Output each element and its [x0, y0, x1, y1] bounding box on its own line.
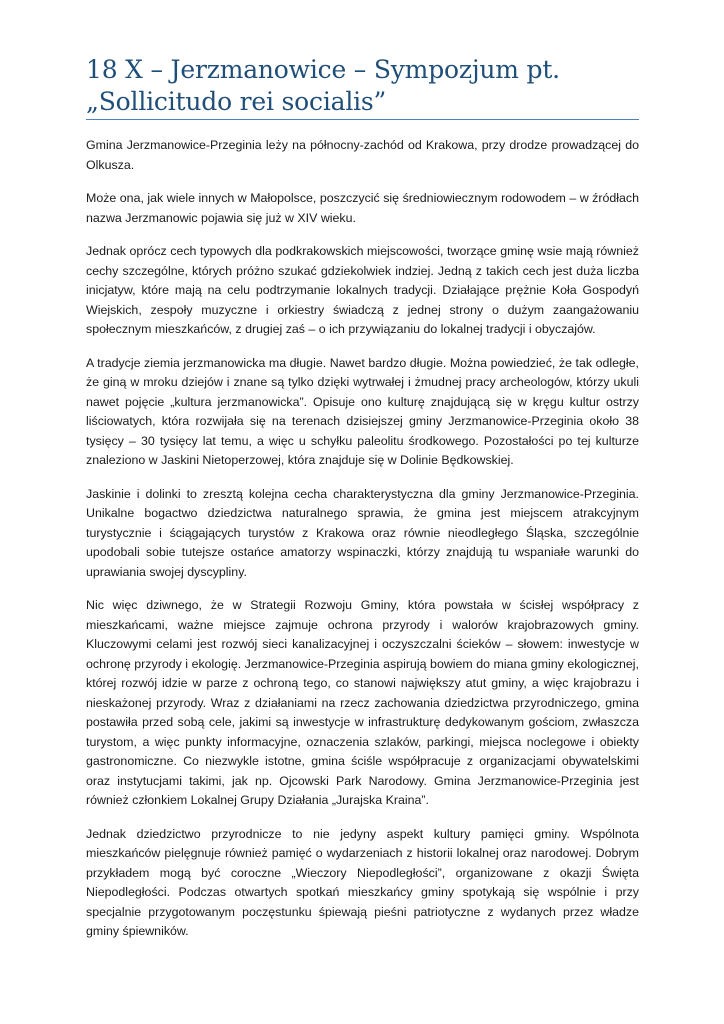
paragraph: Nic więc dziwnego, że w Strategii Rozwoju Gminy, która powstała w ścisłej współpracy z mieszkańcami, ważne miejsce zajmuje ochrona przyrody i walorów krajobrazowych gminy. Kluczowymi celami jest rozwój sieci kanalizacyjnej i oczyszczalni ścieków – słowem: inwestycje w ochronę przyrody i ekologię. Jerzmanowice-Przeginia aspirują bowiem do miana gminy ekologicznej, której rozwój idzie w parze z ochroną tego, co stanowi największy atut gminy, a więc krajobrazu i nieskażonej przyrody. Wraz z działaniami na rzecz zachowania dziedzictwa przyrodniczego, gmina postawiła przed sobą cele, jakimi są inwestycje w infrastrukturę dedykowanym gościom, zwłaszcza turystom, a więc punkty informacyjne, oznaczenia szlaków, parkingi, miejsca noclegowe i obiekty gastronomiczne. Co niezwykle istotne, gmina ściśle współpracuje z organizacjami obywatelskimi oraz instytucjami takimi, jak np. Ojcowski Park Narodowy. Gmina Jerzmanowice-Przeginia jest również członkiem Lokalnej Grupy Działania „Jurajska Kraina”. — [86, 598, 639, 807]
article-body — [86, 136, 639, 956]
paragraph: A tradycje ziemia jerzmanowicka ma długie. Nawet bardzo długie. Można powiedzieć, że tak odległe, że giną w mroku dziejów i znane są tylko dzięki wytrwałej i żmudnej pracy archeologów, którzy ukuli nawet pojęcie „kultura jerzmanowicka”. Opisuje ono kulturę znajdującą się w kręgu kultur ostrzy liściowatych, która rozwijała się na terenach dzisiejszej gminy Jerzmanowice-Przeginia około 38 tysięcy – 30 tysięcy lat temu, a więc u schyłku paleolitu środkowego. Pozostałości po tej kulturze znaleziono w Jaskini Nietoperzowej, która znajduje się w Dolinie Będkowskiej. — [86, 355, 639, 467]
paragraph: Może ona, jak wiele innych w Małopolsce, poszczycić się średniowiecznym rodowodem – w źródłach nazwa Jerzmanowic pojawia się już w XIV wieku. — [86, 191, 639, 225]
page-title: 18 X – Jerzmanowice – Sympozjum pt. „Sollicitudo rei socialis” — [86, 55, 560, 116]
title-underline — [86, 119, 639, 120]
paragraph: Jednak oprócz cech typowych dla podkrakowskich miejscowości, tworzące gminę wsie mają również cechy szczególne, których próżno szukać gdziekolwiek indziej. Jedną z takich cech jest duża liczba inicjatyw, które mają na celu podtrzymanie lokalnych tradycji. Działające prężnie Koła Gospodyń Wiejskich, zespoły muzyczne i orkiestry świadczą z jednej strony o dużym zaangażowaniu społecznym mieszkańców, z drugiej zaś – o ich przywiązaniu do lokalnej tradycji i obyczajów. — [86, 244, 639, 336]
paragraph: Gmina Jerzmanowice-Przeginia leży na północny-zachód od Krakowa, przy drodze prowadzącej do Olkusza. — [86, 138, 639, 172]
paragraph: Jaskinie i dolinki to zresztą kolejna cecha charakterystyczna dla gminy Jerzmanowice-Przeginia. Unikalne bogactwo dziedzictwa naturalnego sprawia, że gmina jest miejscem atrakcyjnym turystycznie i ściągających turystów z Krakowa oraz równie nieodległego Śląska, szczególnie upodobali sobie tutejsze ostańce amatorzy wspinaczki, którzy znajdują tu wspaniałe warunki do uprawiania swojej dyscypliny. — [86, 486, 639, 579]
paragraph: Jednak dziedzictwo przyrodnicze to nie jedyny aspekt kultury pamięci gminy. Wspólnota mieszkańców pielęgnuje również pamięć o wydarzeniach z historii lokalnej oraz narodowej. Dobrym przykładem mogą być coroczne „Wieczory Niepodległości”, organizowane z okazji Święta Niepodległości. Podczas otwartych spotkań mieszkańcy gminy spotykają się wspólnie i przy specjalnie przygotowanym poczęstunku śpiewają pieśni patriotyczne z wydanych przez władze gminy śpiewników. — [86, 826, 639, 938]
